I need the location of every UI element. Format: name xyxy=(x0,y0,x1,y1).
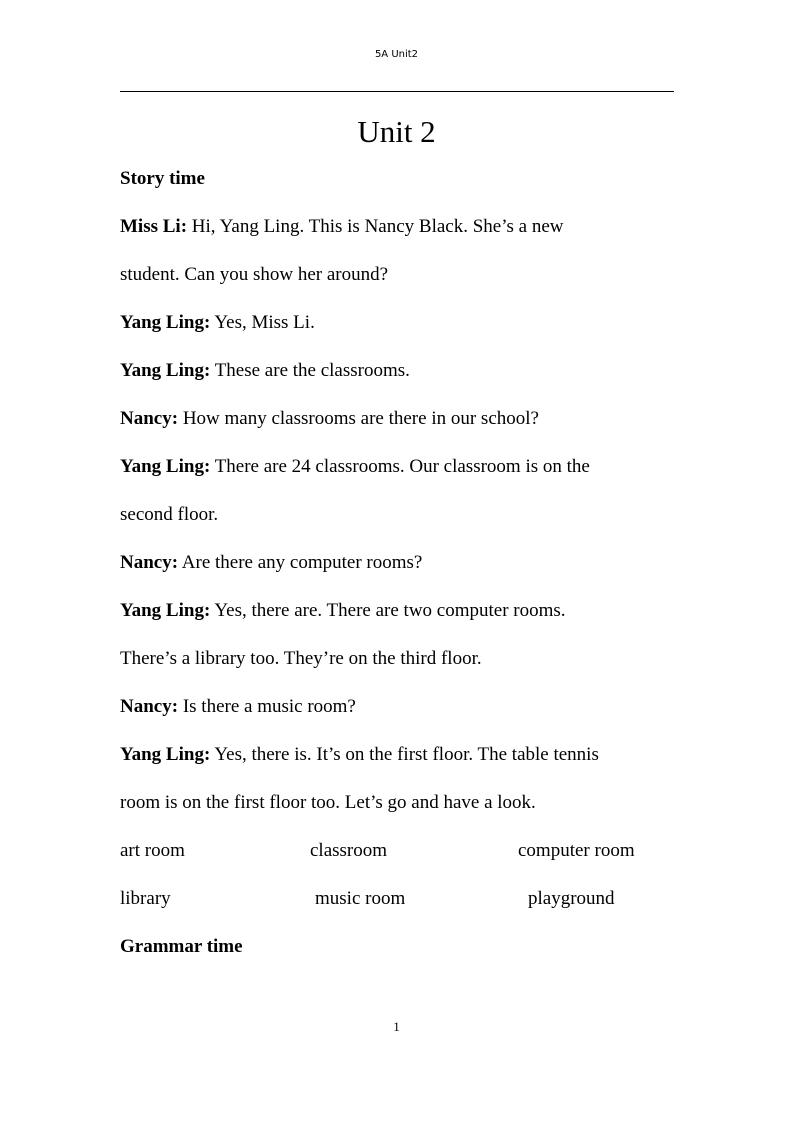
dialogue-line xyxy=(120,779,680,827)
dialogue-text: How many classrooms are there in our school? xyxy=(178,408,539,429)
dialogue-line xyxy=(120,539,680,587)
dialogue-text: room is on the first floor too. Let’s go and have a look. xyxy=(120,792,536,813)
document-body xyxy=(120,155,680,971)
story-time-heading: Story time xyxy=(120,168,205,189)
dialogue-text: Is there a music room? xyxy=(178,696,356,717)
dialogue-text: These are the classrooms. xyxy=(210,360,410,381)
dialogue-text: Yes, there are. There are two computer rooms. xyxy=(210,600,566,621)
dialogue-line xyxy=(120,635,680,683)
page-number: 1 xyxy=(393,1019,400,1034)
speaker-name: Yang Ling: xyxy=(120,360,211,381)
dialogue-text: There are 24 classrooms. Our classroom is on the xyxy=(210,456,590,477)
vocabulary-row xyxy=(120,827,680,875)
speaker-name: Yang Ling: xyxy=(120,312,211,333)
vocabulary-row xyxy=(120,875,680,923)
header-rule xyxy=(120,91,674,92)
dialogue-line xyxy=(120,203,680,251)
dialogue-line xyxy=(120,731,680,779)
vocabulary-word: art room xyxy=(120,840,185,861)
dialogue-text: student. Can you show her around? xyxy=(120,264,389,285)
dialogue-text: Yes, there is. It’s on the first floor. The table tennis xyxy=(210,744,599,765)
vocabulary-word: music room xyxy=(315,888,406,909)
dialogue-line xyxy=(120,347,680,395)
vocabulary-word: classroom xyxy=(310,840,388,861)
dialogue-text: Hi, Yang Ling. This is Nancy Black. She’s a new xyxy=(187,216,564,237)
running-header: 5A Unit2 xyxy=(374,49,419,60)
vocabulary-word: playground xyxy=(528,888,615,909)
speaker-name: Nancy: xyxy=(120,696,179,717)
speaker-name: Miss Li: xyxy=(120,216,188,237)
dialogue-line xyxy=(120,587,680,635)
dialogue-line xyxy=(120,491,680,539)
speaker-name: Yang Ling: xyxy=(120,600,211,621)
dialogue-line xyxy=(120,683,680,731)
dialogue-line xyxy=(120,395,680,443)
dialogue-line xyxy=(120,299,680,347)
dialogue-text: There’s a library too. They’re on the third floor. xyxy=(120,648,482,669)
dialogue-text: second floor. xyxy=(120,504,219,525)
dialogue-text: Yes, Miss Li. xyxy=(210,312,315,333)
page-title: Unit 2 xyxy=(357,114,436,149)
grammar-time-heading: Grammar time xyxy=(120,936,243,957)
dialogue-line xyxy=(120,251,680,299)
vocabulary-word: library xyxy=(120,888,171,909)
dialogue-line xyxy=(120,443,680,491)
speaker-name: Yang Ling: xyxy=(120,456,211,477)
speaker-name: Nancy: xyxy=(120,408,179,429)
vocabulary-word: computer room xyxy=(518,840,635,861)
speaker-name: Nancy: xyxy=(120,552,179,573)
speaker-name: Yang Ling: xyxy=(120,744,211,765)
dialogue-text: Are there any computer rooms? xyxy=(178,552,423,573)
